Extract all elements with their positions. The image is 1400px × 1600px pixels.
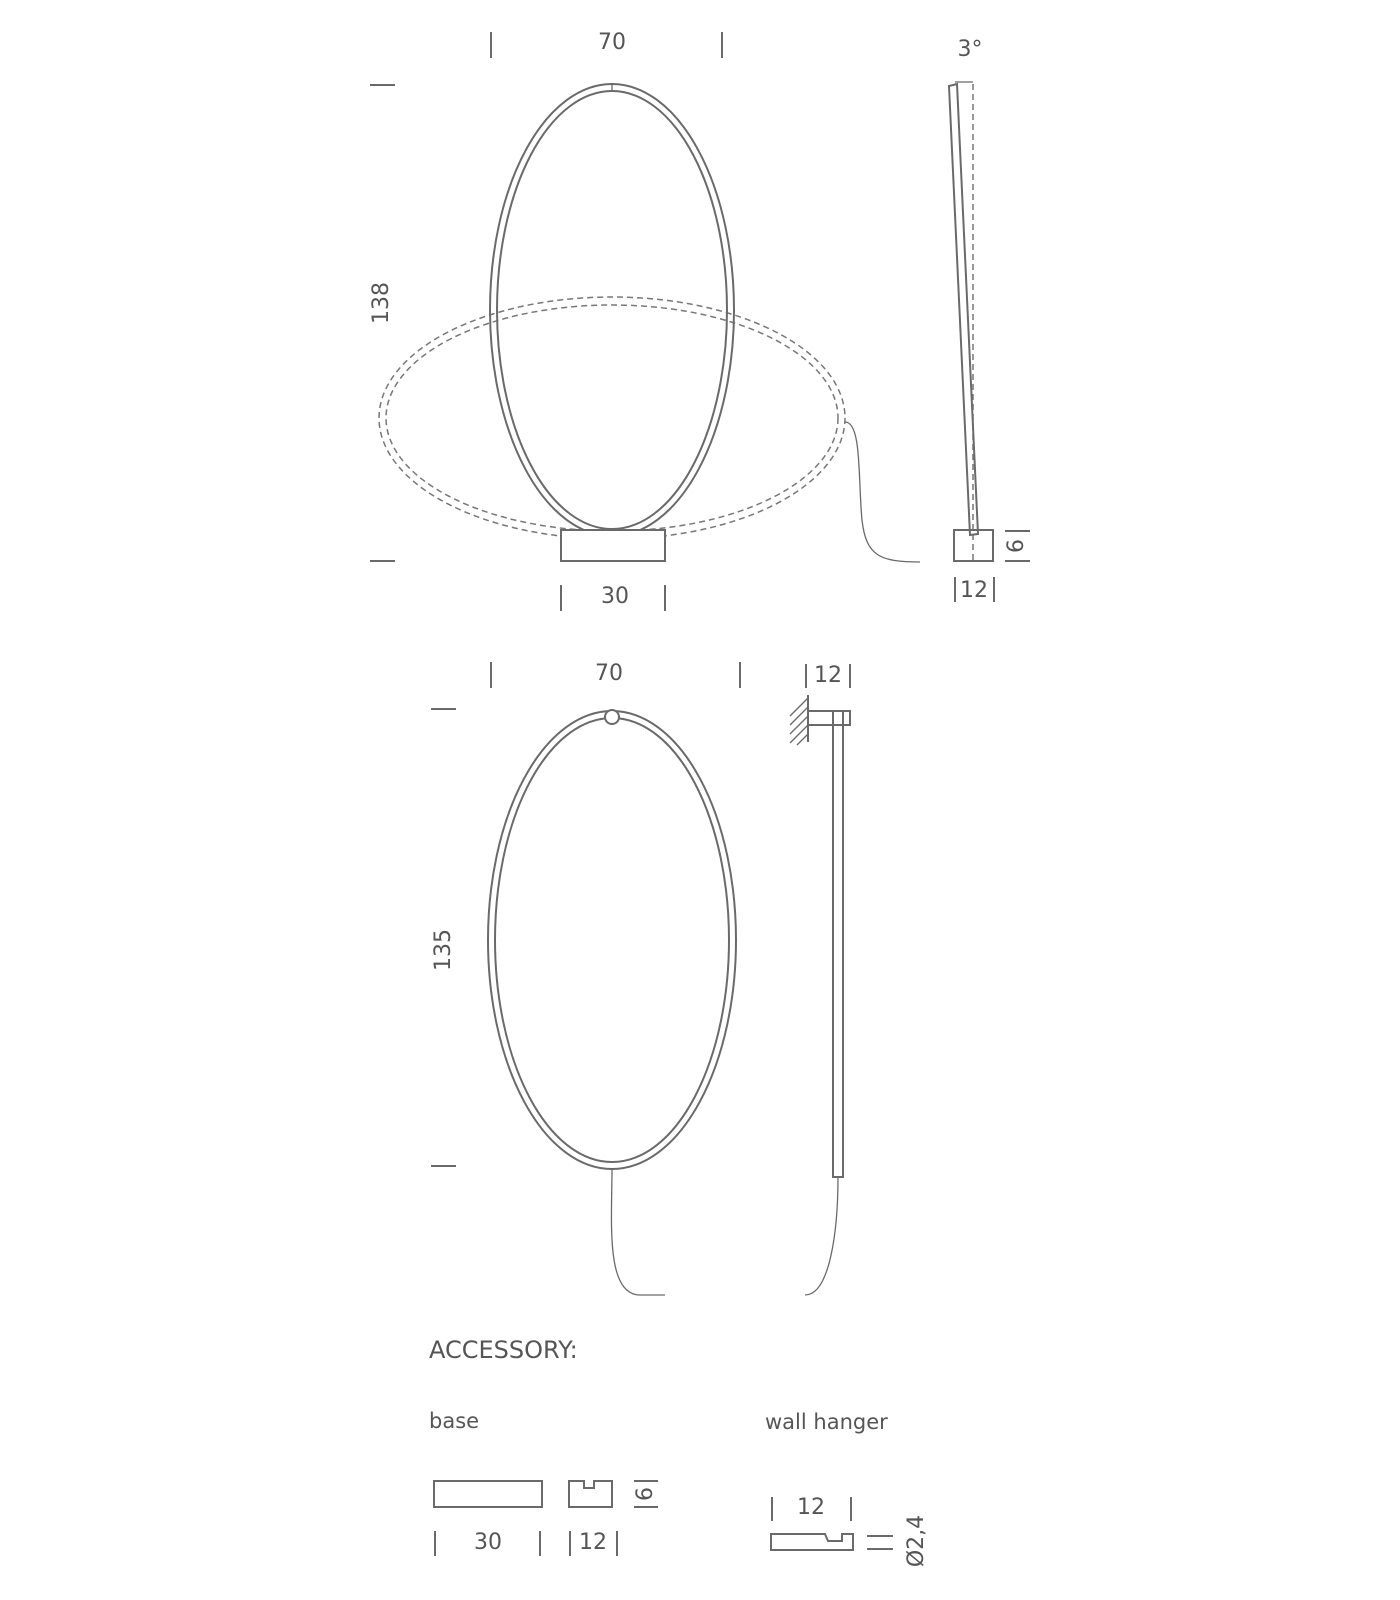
base-accessory-front xyxy=(434,1481,542,1507)
side-base-height-label: 6 xyxy=(1004,539,1029,553)
wall-hanger-label: wall hanger xyxy=(765,1410,888,1434)
wall-front-view xyxy=(431,661,740,1295)
base-accessory-side xyxy=(569,1481,612,1507)
wall-side-view xyxy=(790,663,850,1295)
accessory-heading: ACCESSORY: xyxy=(429,1336,578,1364)
base-accessory-depth-label: 12 xyxy=(579,1530,607,1555)
wall-ring-profile xyxy=(833,711,843,1177)
wall-ring-outer xyxy=(488,711,736,1169)
rotated-ring-outline-outer xyxy=(379,297,845,539)
tilt-angle-label: 3° xyxy=(957,37,983,62)
wall-side-cable xyxy=(805,1177,838,1295)
floor-front-view xyxy=(369,30,920,611)
wall-hanger-shape xyxy=(771,1534,853,1550)
base-accessory-height-label: 6 xyxy=(633,1487,658,1501)
ring-outer xyxy=(490,84,734,536)
floor-side-view xyxy=(949,37,1030,603)
base-accessory-length-label: 30 xyxy=(474,1530,502,1555)
wall-height-label: 135 xyxy=(431,929,456,971)
base-accessory-label: base xyxy=(429,1409,480,1433)
floor-base-block xyxy=(561,530,665,561)
wall-width-label: 70 xyxy=(595,661,623,686)
wall-hanger-point xyxy=(605,710,619,724)
wall-ring-inner xyxy=(495,718,729,1162)
floor-base-width-label: 30 xyxy=(601,584,629,609)
floor-width-label: 70 xyxy=(598,30,626,55)
wall-cable xyxy=(611,1169,665,1295)
wall-hatch xyxy=(790,698,808,745)
wall-hanger-length-label: 12 xyxy=(797,1495,825,1520)
wall-hanger-diameter-label: Ø2,4 xyxy=(904,1514,929,1568)
side-base-depth-label: 12 xyxy=(960,578,988,603)
accessory-section xyxy=(429,1336,929,1567)
ring-inner xyxy=(497,91,727,529)
wall-side-depth-label: 12 xyxy=(814,663,842,688)
rotated-ring-outline-inner xyxy=(386,305,838,531)
floor-height-label: 138 xyxy=(369,282,394,324)
floor-cable xyxy=(845,422,920,562)
